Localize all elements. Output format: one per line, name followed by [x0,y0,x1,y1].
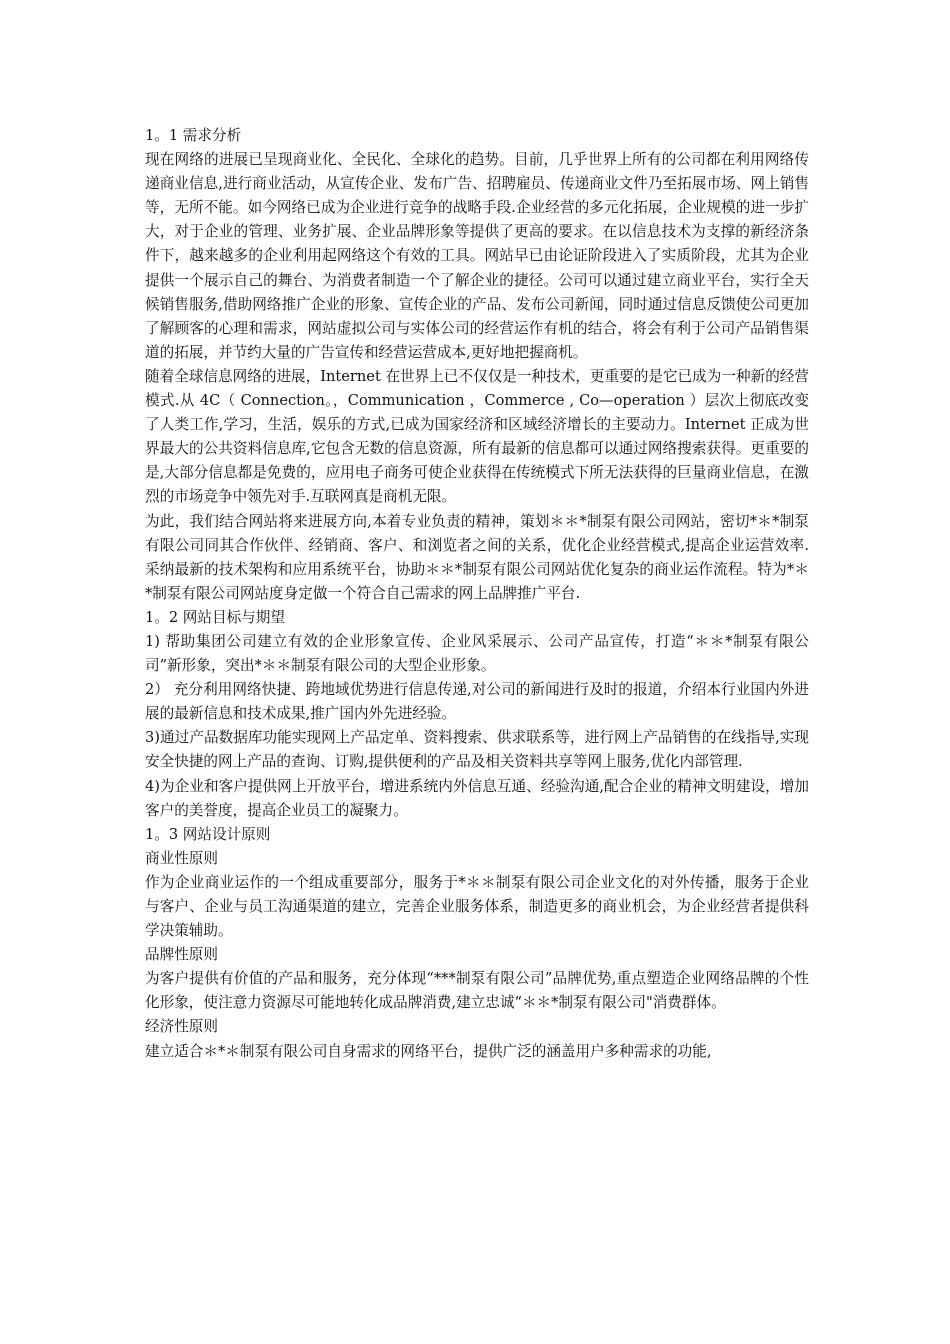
paragraph-goal-1: 1) 帮助集团公司建立有效的企业形象宣传、企业风采展示、公司产品宣传，打造“＊＊*制泵有限公司”新形象，突出*＊＊制泵有限公司的大型企业形象。 [145,632,809,675]
paragraph-commercial-principle: 作为企业商业运作的一个组成重要部分，服务于*＊＊制泵有限公司企业文化的对外传播，服务于企业与客户、企业与员工沟通渠道的建立，完善企业服务体系，制造更多的商业机会，为企业经营者提供科学决策辅助。 [145,873,809,940]
paragraph-goal-3: 3)通过产品数据库功能实现网上产品定单、资料搜索、供求联系等，进行网上产品销售的在线指导,实现安全快捷的网上产品的查询、订购,提供便利的产品及相关资料共享等网上服务,优化内部管理. [145,729,809,771]
paragraph-goal-4: 4)为企业和客户提供网上开放平台，增进系统内外信息互通、经验沟通,配合企业的精神文明建设，增加客户的美誉度，提高企业员工的凝聚力。 [145,777,809,819]
paragraph-brand-principle: 为客户提供有价值的产品和服务，充分体现“***制泵有限公司”品牌优势,重点塑造企业网络品牌的个性化形象，使注意力资源尽可能地转化成品牌消费,建立忠诚“＊＊*制泵有限公司"消费群体。 [145,970,809,1012]
paragraph-economic-principle: 建立适合＊*＊制泵有限公司自身需求的网络平台，提供广泛的涵盖用户多种需求的功能, [145,1042,712,1060]
document-body [145,124,809,1064]
paragraph-requirements-1: 现在网络的进展已呈现商业化、全民化、全球化的趋势。目前，几乎世界上所有的公司都在利用网络传递商业信息,进行商业活动，从宣传企业、发布广告、招聘雇员、传递商业文件乃至拓展市场、网上销售等，无所不能。如今网络已成为企业进行竞争的战略手段.企业经营的多元化拓展，企业规模的进一步扩大，对于企业的管理、业务扩展、企业品牌形象等提供了更高的要求。在以信息技术为支撑的新经济条件下，越来越多的企业利用起网络这个有效的工具。网站早已由论证阶段进入了实质阶段，尤其为企业提供一个展示自己的舞台、为消费者制造一个了解企业的捷径。公司可以通过建立商业平台，实行全天候销售服务,借助网络推广企业的形象、宣传企业的产品、发布公司新闻，同时通过信息反馈使公司更加了解顾客的心理和需求，网站虚拟公司与实体公司的经营运作有机的结合，将会有利于公司产品销售渠道的拓展，并节约大量的广告宣传和经营运营成本,更好地把握商机。 [145,151,809,361]
subheading-economic-principle: 经济性原则 [145,1018,218,1036]
section-heading-design-principles: 1。3 网站设计原则 [145,825,271,843]
paragraph-goal-2: 2） 充分利用网络快捷、跨地域优势进行信息传递,对公司的新闻进行及时的报道，介绍本行业国内外进展的最新信息和技术成果,推广国内外先进经验。 [145,681,809,723]
section-heading-requirements: 1。1 需求分析 [145,127,242,144]
paragraph-requirements-3: 为此，我们结合网站将来进展方向,本着专业负责的精神，策划＊＊*制泵有限公司网站，密切*＊*制泵有限公司同其合作伙伴、经销商、客户、和浏览者之间的关系，优化企业经营模式,提高企业运营效率.采纳最新的技术架构和应用系统平台，协助＊＊*制泵有限公司网站优化复杂的商业运作流程。特为*＊*制泵有限公司网站度身定做一个符合自己需求的网上品牌推广平台. [145,512,809,602]
subheading-brand-principle: 品牌性原则 [145,946,218,964]
section-heading-goals: 1。2 网站目标与期望 [145,608,285,626]
paragraph-requirements-2: 随着全球信息网络的进展，Internet 在世界上已不仅仅是一种技术，更重要的是它已成为一种新的经营模式.从 4C（ Connection。，Communication ，Commerce , Co—operation ）层次上彻底改变了人类工作,学习，生活，娱乐的方式,已成为国家经济和区域经济增长的主要动力。Internet 正成为世界最大的公共资料信息库,它包含无数的信息资源，所有最新的信息都可以通过网络搜索获得。更重要的是,大部分信息都是免费的，应用电子商务可使企业获得在传统模式下所无法获得的巨量商业信息，在激烈的市场竞争中领先对手.互联网真是商机无限。 [145,367,809,506]
subheading-commercial-principle: 商业性原则 [145,849,218,867]
